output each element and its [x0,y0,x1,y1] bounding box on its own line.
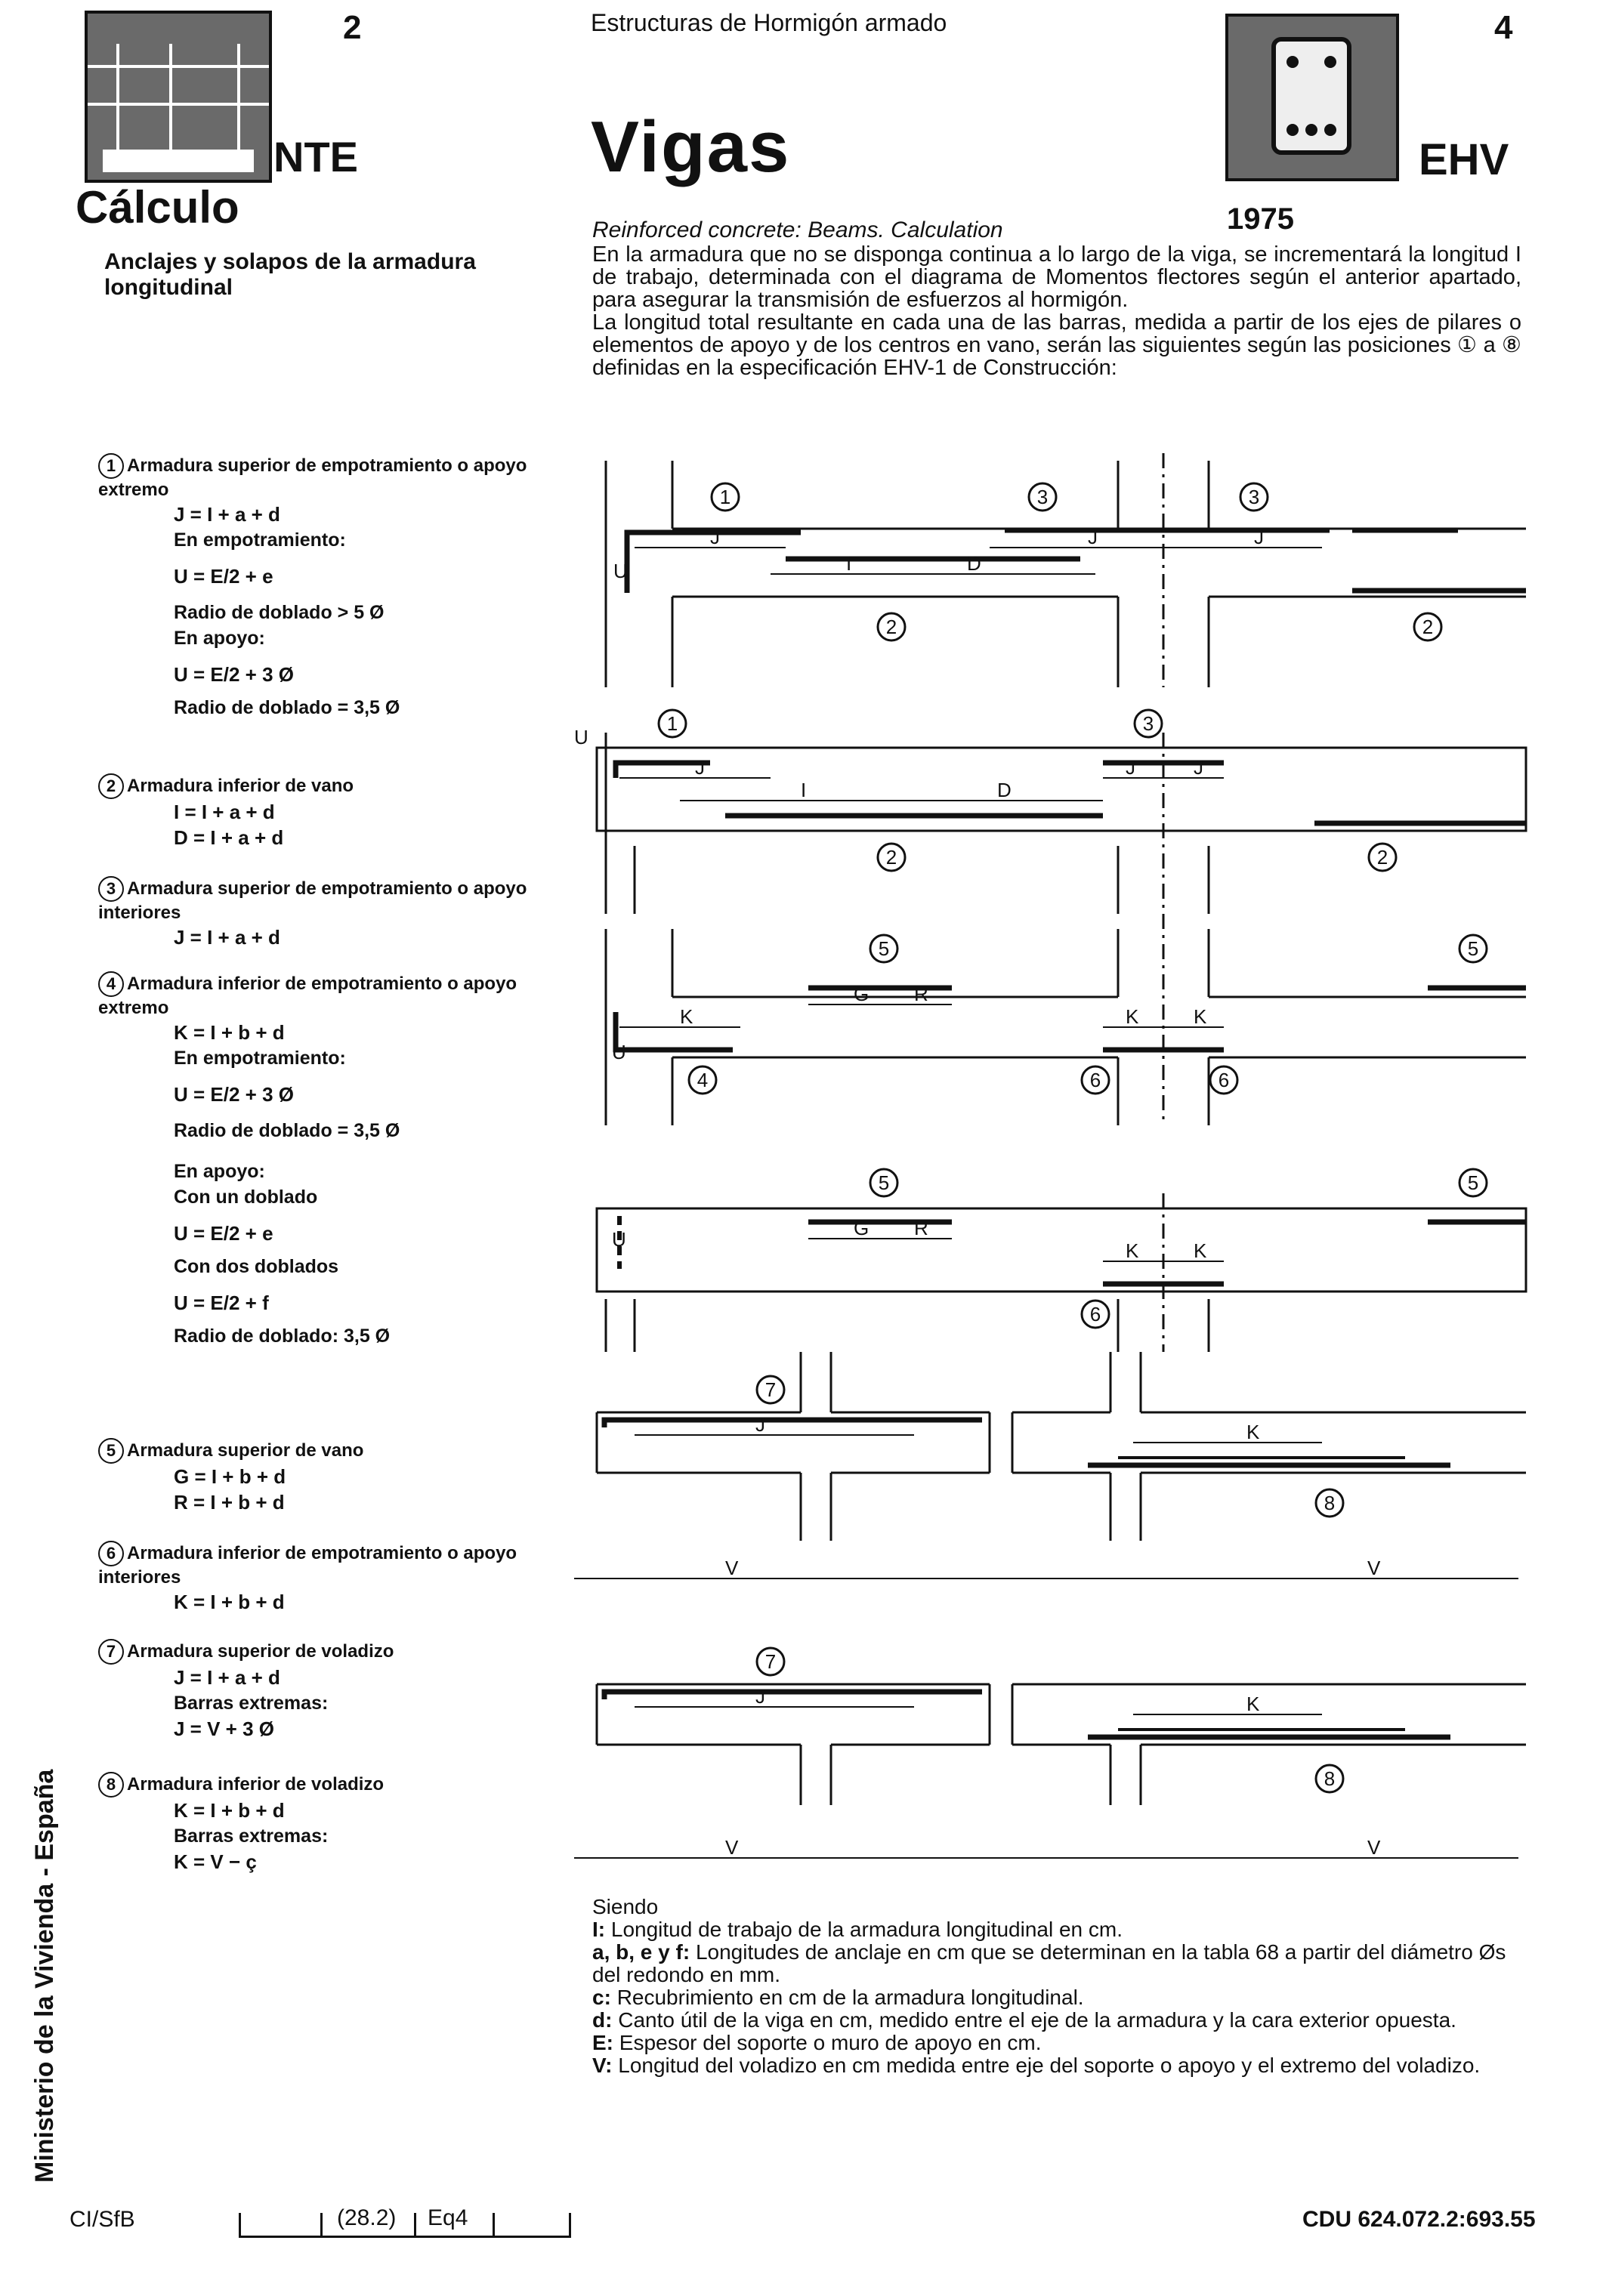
label-J: J [755,1413,765,1436]
nte-label: NTE [273,133,358,181]
item-1 [98,453,544,721]
page-subtitle: Reinforced concrete: Beams. Calculation [592,218,1003,242]
section-title: Cálculo [76,182,239,233]
formula: U = E/2 + 3 Ø [174,663,294,686]
label-G: G [854,983,869,1005]
label-K: K [1194,1239,1207,1262]
diagram-3 [606,914,1526,1125]
label-n4: 4 [697,1069,709,1091]
left-heading: Anclajes y solapos de la armadura longitudinal [104,249,476,300]
formula: U = E/2 + f [174,1292,269,1314]
formula-label: En apoyo: [174,628,265,649]
label-n2b: 2 [1422,616,1434,638]
box-divider [414,2213,416,2236]
label-n8: 8 [1324,1492,1336,1514]
item-3 [98,876,544,950]
legend-text: Recubrimiento en cm de la armadura longitudinal. [616,1986,1084,2009]
formula-label: Radio de doblado = 3,5 Ø [174,697,400,718]
side-text: Ministerio de la Vivienda - España [30,1769,59,2183]
logo-graphic [88,14,269,180]
legend-key: c: [592,1986,611,2009]
box-divider [239,2213,241,2236]
label-I: I [801,779,807,801]
label-J: J [755,1685,765,1708]
dimension-labels [574,526,1381,1859]
formula: G = I + b + d [174,1465,286,1488]
formula-label: Con un doblado [174,1187,318,1208]
label-n3: 3 [1036,486,1049,508]
label-K: K [1194,1005,1207,1028]
intro-paragraph: En la armadura que no se disponga continua a lo largo de la viga, se incrementará la longitud I de trabajo, determinada con el diagrama de Momentos flectores según el anterior apartado, para asegurar la transmisión de esfuerzos al hormigón. [592,242,1521,312]
label-n6c: 6 [1089,1303,1101,1325]
label-J: J [1254,526,1264,548]
label-n2d: 2 [1376,846,1388,869]
box-divider [569,2213,571,2236]
formula-label: En apoyo: [174,1161,265,1182]
ehv-logo [1225,14,1399,181]
label-n7: 7 [764,1378,777,1401]
label-J: J [710,526,720,548]
legend-key: V: [592,2054,613,2077]
box-divider [320,2213,323,2236]
label-K: K [1246,1693,1260,1715]
label-n3b: 3 [1248,486,1260,508]
label-D: D [997,779,1012,801]
ehv-label: EHV [1419,135,1509,184]
legend-text: Longitudes de anclaje en cm que se determinan en la tabla 68 a partir del diámetro Øs del redondo en mm. [592,1940,1506,1986]
label-U: U [574,726,588,748]
label-V: V [1367,1836,1381,1859]
formula: K = I + b + d [174,1021,285,1044]
label-K: K [1126,1005,1139,1028]
label-n5: 5 [878,937,890,960]
formula-label: Barras extremas: [174,1825,329,1847]
label-n6: 6 [1089,1069,1101,1091]
formula: I = I + a + d [174,801,275,823]
label-V: V [725,1557,739,1579]
formula: J = I + a + d [174,503,280,526]
diagram-2 [597,733,1526,914]
formula-label: En empotramiento: [174,529,346,551]
legend-text: Longitud del voladizo en cm medida entre eje del soporte o apoyo y el extremo del voladizo. [618,2054,1481,2077]
legend-entry [592,2032,1521,2054]
formula: K = I + b + d [174,1799,285,1822]
beam-section-icon [1228,17,1396,178]
label-n2c: 2 [885,846,897,869]
legend-key: E: [592,2031,613,2054]
formula: U = E/2 + e [174,1222,273,1245]
label-R: R [914,983,928,1005]
footer-code1: (28.2) [337,2205,397,2230]
label-J: J [1194,756,1203,779]
legend-key: a, b, e y f: [592,1940,690,1964]
label-I: I [846,552,852,575]
series-title: Estructuras de Hormigón armado [591,9,947,36]
legend-entry [592,1941,1521,1986]
item-number: 8 [98,1772,124,1798]
label-K: K [680,1005,693,1028]
year: 1975 [1227,202,1294,236]
item-title: Armadura superior de voladizo [127,1641,394,1662]
label-R: R [914,1217,928,1239]
label-J: J [1126,756,1135,779]
formula: U = E/2 + 3 Ø [174,1083,294,1106]
label-n1b: 1 [666,712,678,735]
footer-cisfb: CI/SfB [69,2207,135,2232]
legend-text: Espesor del soporte o muro de apoyo en cm. [619,2031,1042,2054]
item-number: 4 [98,971,124,997]
item-5 [98,1438,544,1515]
item-title: Armadura inferior de empotramiento o apoyo extremo [98,974,517,1018]
label-n5c: 5 [878,1171,890,1194]
box-divider [493,2213,495,2236]
legend [592,1896,1521,2077]
diagram-4 [597,1193,1526,1352]
label-n3c: 3 [1142,712,1154,735]
footer-code2: Eq4 [428,2205,468,2230]
label-n8b: 8 [1324,1767,1336,1790]
label-K: K [1126,1239,1139,1262]
label-V: V [725,1836,739,1859]
diagram-1 [606,453,1526,687]
legend-entry [592,1986,1521,2009]
formula-label: Con dos doblados [174,1256,339,1277]
formula-label: Barras extremas: [174,1693,329,1714]
label-n5d: 5 [1467,1171,1479,1194]
intro-text [592,243,1521,379]
label-U: U [612,1041,626,1063]
item-number: 7 [98,1639,124,1665]
formula: J = V + 3 Ø [174,1717,274,1740]
formula-label: Radio de doblado > 5 Ø [174,602,385,623]
legend-entry [592,1918,1521,1941]
label-J: J [695,756,705,779]
formula-label: En empotramiento: [174,1048,346,1069]
item-title: Armadura inferior de voladizo [127,1774,385,1795]
page-number-right: 4 [1494,9,1513,46]
nte-logo [85,11,272,183]
formula: K = V − ç [174,1850,257,1873]
formula: R = I + b + d [174,1491,285,1514]
item-number: 1 [98,453,124,479]
footer-boxes [239,2205,571,2238]
diagram-5 [574,1352,1526,1578]
label-G: G [854,1217,869,1239]
item-number: 2 [98,773,124,799]
footer-cdu: CDU 624.072.2:693.55 [1302,2207,1536,2232]
item-6 [98,1541,544,1615]
item-number: 5 [98,1438,124,1464]
label-J: J [1088,526,1098,548]
label-n2: 2 [885,616,897,638]
item-number: 3 [98,876,124,902]
item-title: Armadura superior de empotramiento o apoyo interiores [98,878,527,923]
formula: U = E/2 + e [174,565,273,588]
label-n6b: 6 [1218,1069,1230,1091]
item-title: Armadura inferior de empotramiento o apoyo interiores [98,1543,517,1588]
label-K: K [1246,1421,1260,1443]
formula-label: Radio de doblado: 3,5 Ø [174,1325,391,1347]
formula: D = I + a + d [174,826,284,849]
legend-entry [592,2009,1521,2032]
page-number-left: 2 [343,9,362,46]
label-V: V [1367,1557,1381,1579]
legend-text: Canto útil de la viga en cm, medido entre el eje de la armadura y la cara exterior opuesta. [618,2008,1456,2032]
label-n5b: 5 [1467,937,1479,960]
legend-entry [592,2054,1521,2077]
item-2 [98,773,544,850]
intro-paragraph: La longitud total resultante en cada una de las barras, medida a partir de los ejes de pilares o elementos de apoyo y de los centros en vano, serán las siguientes según las posiciones ① a ⑧ definidas en la especificación EHV-1 de Construcción: [592,310,1521,380]
formula: J = I + a + d [174,1666,280,1689]
item-4 [98,971,544,1349]
item-number: 6 [98,1541,124,1566]
label-U: U [612,1228,626,1251]
legend-key: d: [592,2008,613,2032]
item-title: Armadura superior de vano [127,1440,364,1461]
diagram-6 [574,1684,1526,1858]
formula: J = I + a + d [174,926,280,949]
label-n1: 1 [719,486,731,508]
legend-key: I: [592,1918,606,1941]
formula: K = I + b + d [174,1591,285,1613]
legend-text: Longitud de trabajo de la armadura longitudinal en cm. [610,1918,1123,1941]
item-title: Armadura inferior de vano [127,776,354,796]
page-title: Vigas [591,106,791,187]
item-7 [98,1639,544,1742]
item-8 [98,1772,544,1875]
label-n7b: 7 [764,1650,777,1673]
legend-intro: Siendo [592,1895,659,1918]
diagram-circle-labels [659,483,1487,1792]
formula-label: Radio de doblado = 3,5 Ø [174,1120,400,1141]
label-D: D [967,552,981,575]
item-title: Armadura superior de empotramiento o apoyo extremo [98,455,527,500]
label-U: U [613,560,628,582]
reinforcement-diagrams [559,446,1534,1888]
